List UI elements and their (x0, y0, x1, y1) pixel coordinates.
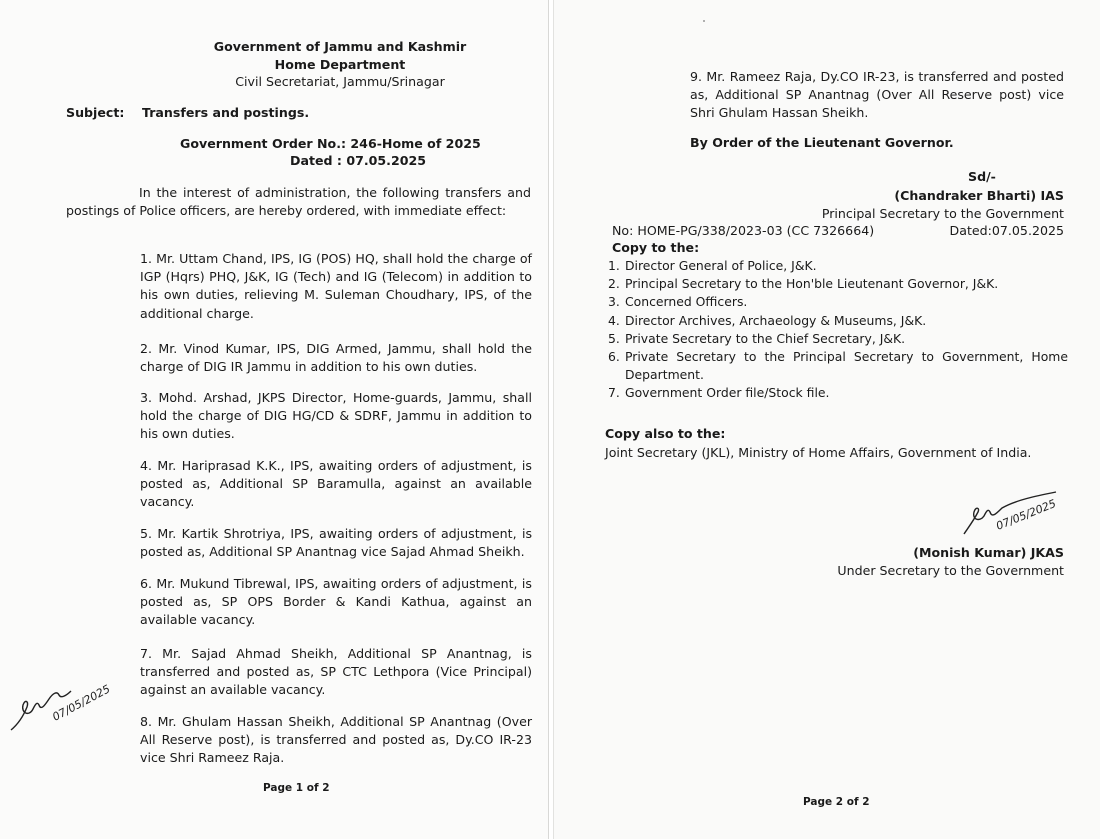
copy-to-item: 7. Government Order file/Stock file. (608, 385, 830, 401)
reference-date: Dated:07.05.2025 (949, 223, 1064, 238)
copy-to-item: 5. Private Secretary to the Chief Secretary, J&K. (608, 330, 906, 346)
reference-number: No: HOME-PG/338/2023-03 (CC 7326664) (612, 223, 875, 238)
order-date: Dated : 07.05.2025 (290, 153, 427, 168)
copy-to-item: 2. Principal Secretary to the Hon'ble Lieutenant Governor, J&K. (608, 276, 999, 292)
copy-also-heading: Copy also to the: (605, 426, 726, 441)
subject-label: Subject: (66, 105, 125, 120)
order-page-2 (553, 0, 1100, 839)
header-department: Home Department (274, 57, 406, 72)
initial-date-page-1: 07/05/2025 (50, 682, 113, 724)
officer-name: (Monish Kumar) JKAS (913, 545, 1064, 560)
intro-paragraph: In the interest of administration, the following transfers and postings of Police officers, are hereby ordered, with immediate effect: (66, 185, 531, 219)
page-number-2: Page 2 of 2 (803, 796, 870, 808)
order-item-1: 1. Mr. Uttam Chand, IPS, IG (POS) HQ, shall hold the charge of IGP (Hqrs) PHQ, J&K, IG (Tech) and IG (Telecom) in addition to his own duties, relieving M. Suleman Choudhary, IPS, of the additional charge. (140, 251, 532, 321)
signatory-name: (Chandraker Bharti) IAS (894, 188, 1064, 203)
order-item-7: 7. Mr. Sajad Ahmad Sheikh, Additional SP Anantnag, is transferred and posted as, SP CTC Lethpora (Vice Principal) against an available vacancy. (140, 646, 532, 698)
sd-mark: Sd/- (968, 169, 996, 184)
copy-to-list (608, 257, 1068, 403)
by-order-line: By Order of the Lieutenant Governor. (690, 135, 954, 150)
order-item-8: 8. Mr. Ghulam Hassan Sheikh, Additional SP Anantnag (Over All Reserve post), is transferred and posted as, Dy.CO IR-23 vice Shri Rameez Raja. (140, 714, 532, 766)
copy-to-item: 6. Private Secretary to the Principal Secretary to Government, Home Department. (608, 349, 1068, 383)
copy-also-text: Joint Secretary (JKL), Ministry of Home Affairs, Government of India. (605, 445, 1032, 460)
order-number: Government Order No.: 246-Home of 2025 (180, 136, 481, 151)
copy-to-item: 4. Director Archives, Archaeology & Museums, J&K. (608, 312, 927, 328)
initial-date-page-2: 07/05/2025 (994, 496, 1058, 533)
officer-title: Under Secretary to the Government (837, 563, 1064, 578)
copy-to-heading: Copy to the: (612, 240, 700, 255)
order-item-2: 2. Mr. Vinod Kumar, IPS, DIG Armed, Jammu, shall hold the charge of DIG IR Jammu in addition to his own duties. (140, 341, 532, 375)
subject-text: Transfers and postings. (142, 105, 310, 120)
initial-signature-page-1 (5, 655, 125, 735)
order-item-5: 5. Mr. Kartik Shrotriya, IPS, awaiting orders of adjustment, is posted as, Additional SP Anantnag vice Sajad Ahmad Sheikh. (140, 526, 532, 560)
order-item-6: 6. Mr. Mukund Tibrewal, IPS, awaiting orders of adjustment, is posted as, SP OPS Border & Kandi Kathua, against an available vacancy. (140, 576, 532, 628)
signatory-title: Principal Secretary to the Government (821, 206, 1064, 221)
page-number-1: Page 1 of 2 (263, 782, 330, 794)
copy-to-item: 1. Director General of Police, J&K. (608, 258, 817, 273)
order-item-3: 3. Mohd. Arshad, JKPS Director, Home-guards, Jammu, shall hold the charge of DIG HG/CD & SDRF, Jammu in addition to his own duties. (140, 390, 532, 442)
header-government: Government of Jammu and Kashmir (213, 39, 467, 54)
header-secretariat: Civil Secretariat, Jammu/Srinagar (235, 74, 445, 89)
initial-signature-page-2 (958, 482, 1088, 542)
copy-to-item: 3. Concerned Officers. (608, 294, 748, 310)
order-item-9: 9. Mr. Rameez Raja, Dy.CO IR-23, is transferred and posted as, Additional SP Anantnag (Over All Reserve post) vice Shri Ghulam Hassan Sheikh. (690, 69, 1064, 121)
order-item-4: 4. Mr. Hariprasad K.K., IPS, awaiting orders of adjustment, is posted as, Additional SP Baramulla, against an available vacancy. (140, 458, 532, 510)
